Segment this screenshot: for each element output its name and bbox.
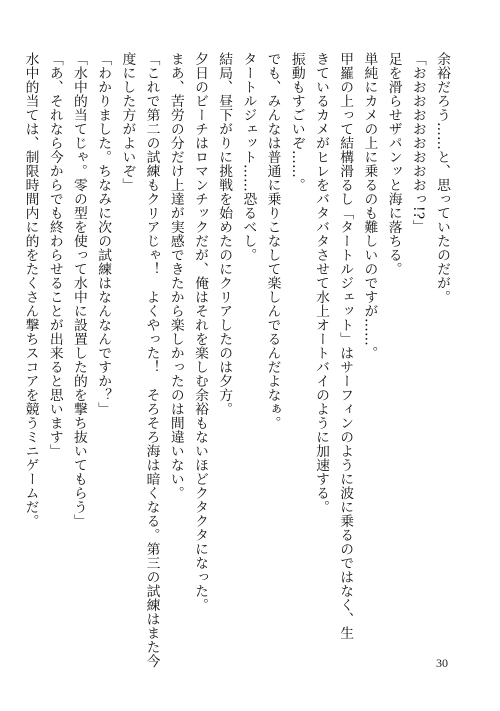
page-number: 30 <box>436 656 448 670</box>
text-line: きているカメがヒレをバタバタさせて水上オートバイのように加速する。 <box>312 52 329 514</box>
text-line: 甲羅の上って結構滑るし「タートルジェット」はサーフィンのように波に乗るのではなく、生 <box>337 52 354 640</box>
text-line: 振動もすごいぞ……。 <box>288 52 305 192</box>
text-line: タートルジェット……恐るべし。 <box>240 52 257 262</box>
text-line: 単純にカメの上に乗るのも難しいのですが……。 <box>361 52 378 360</box>
text-line: 水中的当ては、制限時間内に的をたくさん撃ちスコアを競うミニゲームだ。 <box>22 52 39 528</box>
text-line: 「おおおおおおおおおっ!?」 <box>409 52 426 234</box>
text-line: 度にした方がよいぞ」 <box>119 52 136 192</box>
text-line: でも、みんなは普通に乗りこなして楽しんでるんだよなぁ。 <box>264 52 281 430</box>
text-line: まあ、苦労の分だけ上達が実感できたから楽しかったのは間違いない。 <box>167 52 184 500</box>
text-line: 足を滑らせザパンッと海に落ちる。 <box>385 52 402 276</box>
text-line: 「水中的当てじゃ。零の型を使って水中に設置した的を撃ち抜いてもらう」 <box>70 52 87 528</box>
text-line: 「これで第二の試練もクリアじゃ！ よくやった！ そろそろ海は暗くなる。第三の試練はまた今 <box>143 52 160 668</box>
text-line: 結局、昼下がりに挑戦を始めたのにクリアしたのは夕方。 <box>216 52 233 416</box>
text-line: 「わかりました。ちなみに次の試練はなんなんですか？」 <box>95 52 112 416</box>
text-line: 余裕だろう……と、思っていたのだが。 <box>434 52 450 304</box>
text-line: 夕日のビーチはロマンチックだが、俺はそれを楽しむ余裕もないほどクタクタになった。 <box>191 52 208 612</box>
text-line: 「あ、それなら今からでも終わらせることが出来ると思います」 <box>46 52 63 458</box>
